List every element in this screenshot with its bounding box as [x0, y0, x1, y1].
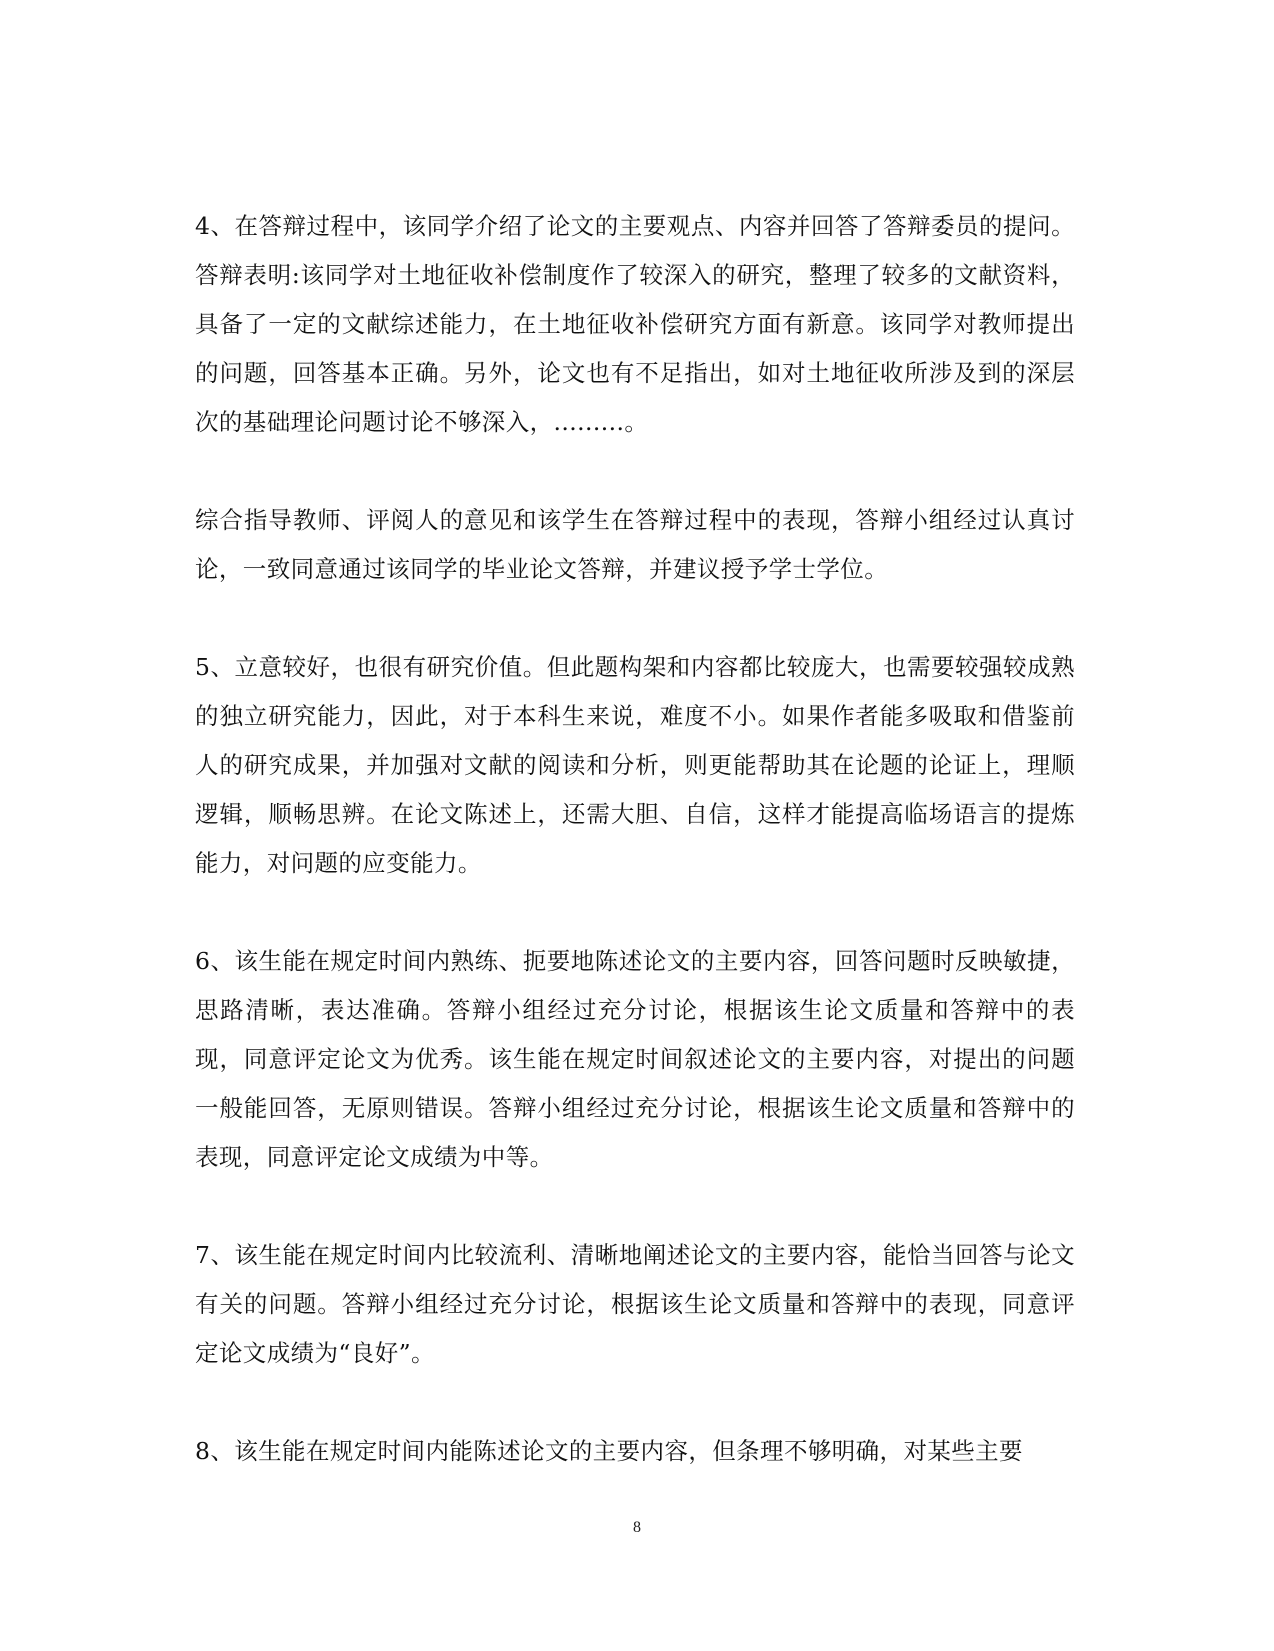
paragraph-item-7: 7、该生能在规定时间内比较流利、清晰地阐述论文的主要内容，能恰当回答与论文有关的问题。答辩小组经过充分讨论，根据该生论文质量和答辩中的表现，同意评定论文成绩为“良好”。 [195, 1241, 1075, 1367]
paragraph-item-8: 8、该生能在规定时间内能陈述论文的主要内容，但条理不够明确，对某些主要 [195, 1437, 1023, 1465]
paragraph-item-6: 6、该生能在规定时间内熟练、扼要地陈述论文的主要内容，回答问题时反映敏捷，思路清晰，表达准确。答辩小组经过充分讨论，根据该生论文质量和答辩中的表现，同意评定论文为优秀。该生能在规定时间叙述论文的主要内容，对提出的问题一般能回答，无原则错误。答辩小组经过充分讨论，根据该生论文质量和答辩中的表现，同意评定论文成绩为中等。 [195, 947, 1075, 1171]
paragraph-summary: 综合指导教师、评阅人的意见和该学生在答辩过程中的表现，答辩小组经过认真讨论，一致同意通过该同学的毕业论文答辩，并建议授予学士学位。 [195, 506, 1075, 583]
paragraph-item-5: 5、立意较好，也很有研究价值。但此题构架和内容都比较庞大，也需要较强较成熟的独立研究能力，因此，对于本科生来说，难度不小。如果作者能多吸取和借鉴前人的研究成果，并加强对文献的阅读和分析，则更能帮助其在论题的论证上，理顺逻辑，顺畅思辨。在论文陈述上，还需大胆、自信，这样才能提高临场语言的提炼能力，对问题的应变能力。 [195, 653, 1075, 877]
page-number: 8 [633, 1519, 641, 1536]
paragraph-item-4: 4、在答辩过程中，该同学介绍了论文的主要观点、内容并回答了答辩委员的提问。答辩表明:该同学对土地征收补偿制度作了较深入的研究，整理了较多的文献资料，具备了一定的文献综述能力，在土地征收补偿研究方面有新意。该同学对教师提出的问题，回答基本正确。另外，论文也有不足指出，如对土地征收所涉及到的深层次的基础理论问题讨论不够深入，.........。 [195, 212, 1075, 436]
document-body [195, 202, 1075, 1476]
